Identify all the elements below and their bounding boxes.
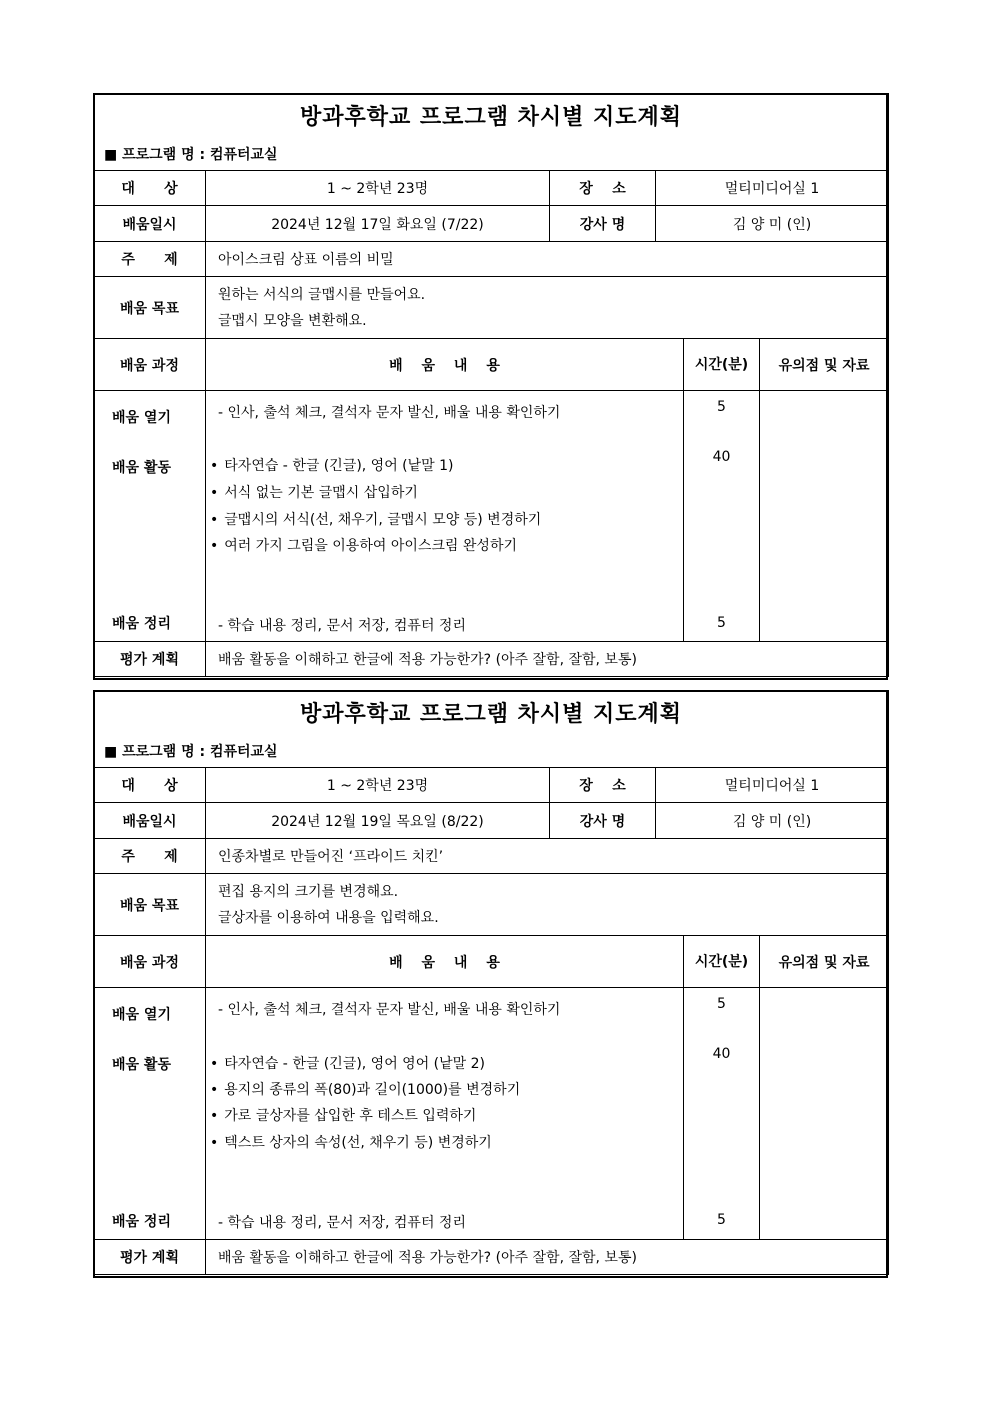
content-column: [206, 391, 684, 642]
goal-item: 글상자를 이용하여 내용을 입력해요.: [218, 909, 439, 926]
goal-list: [206, 874, 889, 936]
close-text: - 학습 내용 정리, 문서 저장, 컴퓨터 정리: [218, 1215, 466, 1231]
date-value: 2024년 12월 17일 화요일 (7/22): [206, 206, 550, 242]
date-label: 배움일시: [94, 206, 206, 242]
lesson-plan-2: [93, 690, 888, 1275]
eval-value: 배움 활동을 이해하고 한글에 적용 가능한가? (아주 잘함, 잘함, 보통): [206, 642, 889, 677]
teacher-label: 강사 명: [550, 803, 656, 839]
goal-item: 편집 용지의 크기를 변경해요.: [218, 883, 399, 900]
activity-item: • 서식 없는 기본 글맵시 삽입하기: [210, 482, 418, 502]
close-time: 5: [717, 1212, 726, 1228]
goal-list: [206, 277, 889, 339]
content-column: [206, 988, 684, 1240]
activity-item: • 여러 가지 그림을 이용하여 아이스크림 완성하기: [210, 535, 517, 555]
page-title: 방과후학교 프로그램 차시별 지도계획: [300, 702, 683, 727]
open-label: 배움 열기: [112, 410, 171, 426]
teacher-label: 강사 명: [550, 206, 656, 242]
topic-label: 주 제: [94, 242, 206, 277]
activity-time: 40: [712, 1046, 731, 1062]
target-label: 대 상: [94, 171, 206, 206]
content-label: [206, 339, 684, 391]
place-label: 장 소: [550, 171, 656, 206]
activity-item: • 글맵시의 서식(선, 채우기, 글맵시 모양 등) 변경하기: [210, 509, 541, 529]
open-label: 배움 열기: [112, 1007, 171, 1023]
page-title: 방과후학교 프로그램 차시별 지도계획: [300, 105, 683, 130]
program-name: ■ 프로그램 명 : 컴퓨터교실: [104, 147, 278, 163]
header-cell: [94, 94, 889, 171]
activity-item: • 타자연습 - 한글 (긴글), 영어 영어 (낱말 2): [210, 1053, 485, 1073]
close-time: 5: [717, 615, 726, 631]
teacher-value: 김 양 미 (인): [656, 803, 889, 839]
open-text: - 인사, 출석 체크, 결석자 문자 발신, 배울 내용 확인하기: [218, 405, 561, 421]
lesson-plan-table: [93, 690, 889, 1275]
goal-label: 배움 목표: [94, 277, 206, 339]
open-time: 5: [717, 996, 726, 1012]
process-label: 배움 과정: [94, 339, 206, 391]
target-value: 1 ~ 2학년 23명: [206, 768, 550, 803]
eval-label: 평가 계획: [94, 1240, 206, 1275]
time-column: [684, 988, 760, 1240]
activity-item: • 타자연습 - 한글 (긴글), 영어 (낱말 1): [210, 455, 454, 475]
content-label-text: 배 움 내 용: [389, 357, 500, 374]
topic-label: 주 제: [94, 839, 206, 874]
open-text: - 인사, 출석 체크, 결석자 문자 발신, 배울 내용 확인하기: [218, 1002, 561, 1018]
process-column: [94, 391, 206, 642]
teacher-value: 김 양 미 (인): [656, 206, 889, 242]
eval-value: 배움 활동을 이해하고 한글에 적용 가능한가? (아주 잘함, 잘함, 보통): [206, 1240, 889, 1275]
process-label: 배움 과정: [94, 936, 206, 988]
goal-item: 글맵시 모양을 변환해요.: [218, 312, 367, 329]
activity-item: • 용지의 종류의 폭(80)과 길이(1000)를 변경하기: [210, 1079, 520, 1099]
place-value: 멀티미디어실 1: [656, 171, 889, 206]
target-label: 대 상: [94, 768, 206, 803]
content-label: [206, 936, 684, 988]
lesson-plan-1: [93, 93, 888, 677]
activity-item: • 가로 글상자를 삽입한 후 테스트 입력하기: [210, 1105, 476, 1125]
program-name: ■ 프로그램 명 : 컴퓨터교실: [104, 744, 278, 760]
time-column: [684, 391, 760, 642]
activity-label: 배움 활동: [112, 460, 171, 476]
header-cell: [94, 691, 889, 768]
notes-label: 유의점 및 자료: [760, 339, 889, 391]
lesson-plan-table: [93, 93, 889, 677]
notes-column: [760, 391, 889, 642]
close-label: 배움 정리: [112, 1214, 171, 1230]
activity-time: 40: [712, 449, 731, 465]
time-label: 시간(분): [684, 339, 760, 391]
eval-label: 평가 계획: [94, 642, 206, 677]
activity-item: • 텍스트 상자의 속성(선, 채우기 등) 변경하기: [210, 1132, 492, 1152]
place-value: 멀티미디어실 1: [656, 768, 889, 803]
notes-label: 유의점 및 자료: [760, 936, 889, 988]
topic-value: 인종차별로 만들어진 ‘프라이드 치킨’: [206, 839, 889, 874]
open-time: 5: [717, 399, 726, 415]
process-column: [94, 988, 206, 1240]
topic-value: 아이스크림 상표 이름의 비밀: [206, 242, 889, 277]
goal-item: 원하는 서식의 글맵시를 만들어요.: [218, 286, 426, 303]
close-label: 배움 정리: [112, 616, 171, 632]
activity-label: 배움 활동: [112, 1057, 171, 1073]
notes-column: [760, 988, 889, 1240]
time-label: 시간(분): [684, 936, 760, 988]
target-value: 1 ~ 2학년 23명: [206, 171, 550, 206]
date-label: 배움일시: [94, 803, 206, 839]
place-label: 장 소: [550, 768, 656, 803]
date-value: 2024년 12월 19일 목요일 (8/22): [206, 803, 550, 839]
goal-label: 배움 목표: [94, 874, 206, 936]
close-text: - 학습 내용 정리, 문서 저장, 컴퓨터 정리: [218, 618, 466, 634]
content-label-text: 배 움 내 용: [389, 954, 500, 971]
